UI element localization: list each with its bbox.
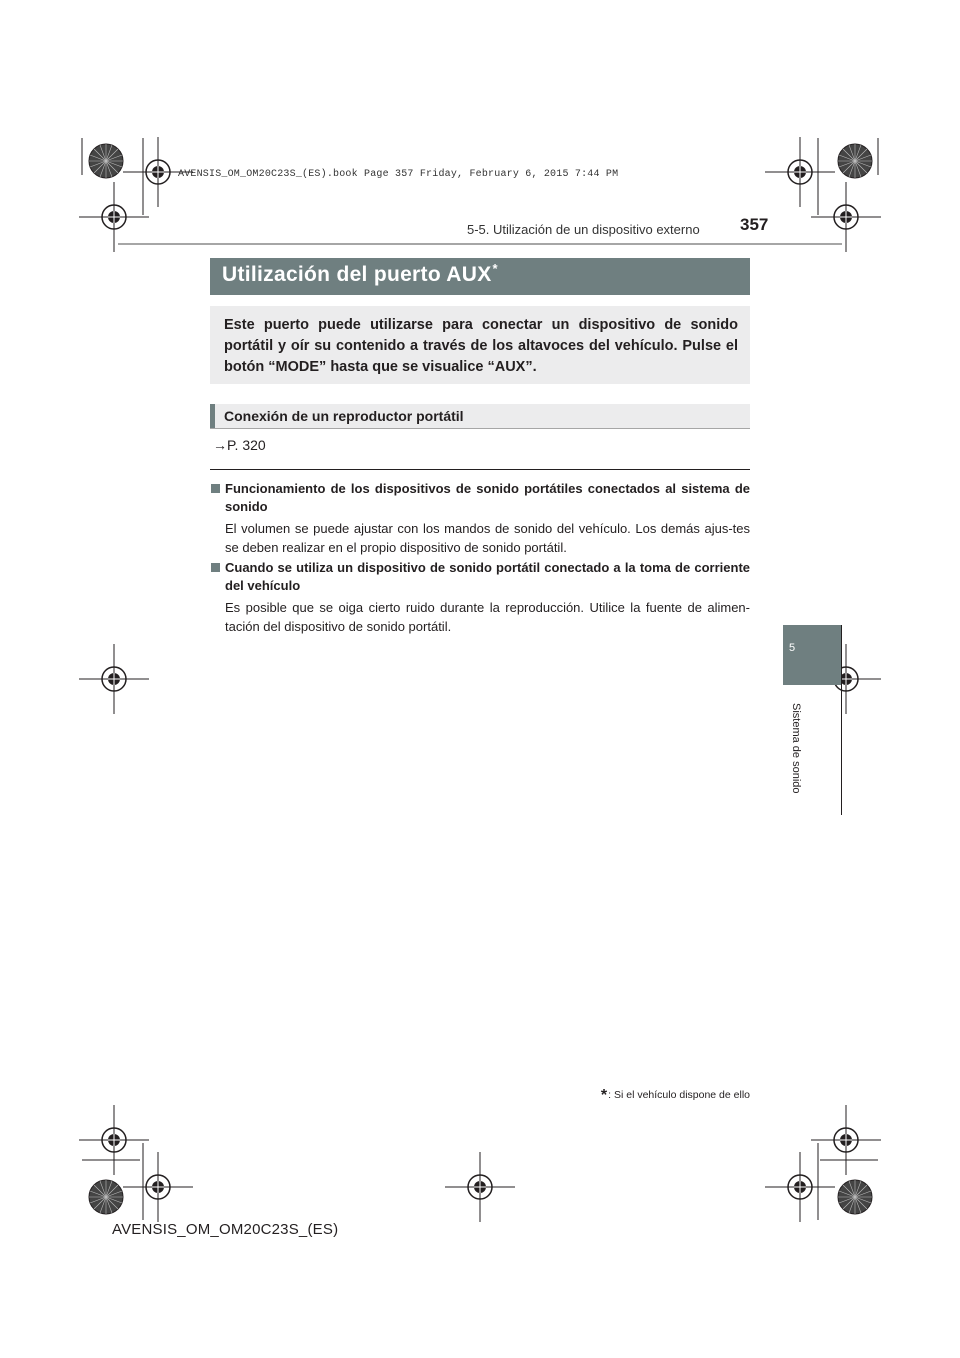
note-heading-text: Funcionamiento de los dispositivos de sonido portátiles conectados al sistema de sonido: [225, 481, 750, 514]
asterisk-icon: *: [492, 261, 498, 276]
page-title-bar: [210, 258, 750, 295]
note-item: [210, 559, 750, 636]
asterisk-icon: *: [600, 1087, 608, 1104]
subsection-title: Conexión de un reproductor portátil: [224, 408, 464, 424]
note-body: Es posible que se oiga cierto ruido durante la reproducción. Utilice la fuente de alimen-tación del dispositivo de sonido portátil.: [225, 600, 750, 634]
page-title-text: Utilización del puerto AUX: [222, 263, 492, 286]
section-header: 5-5. Utilización de un dispositivo externo: [467, 222, 700, 237]
note-heading: [210, 559, 750, 595]
note-body: El volumen se puede ajustar con los mandos de sonido del vehículo. Los demás ajus-tes se deben realizar en el propio dispositivo de sonido portátil.: [225, 521, 750, 555]
page-title: [222, 263, 498, 287]
chapter-label: Sistema de sonido: [790, 703, 802, 794]
chapter-number: 5: [788, 642, 796, 654]
note-item: [210, 480, 750, 557]
subsection-accent: [210, 404, 215, 428]
square-bullet-icon: [211, 563, 220, 572]
notes-divider: [210, 469, 750, 470]
note-heading: [210, 480, 750, 516]
note-heading-text: Cuando se utiliza un dispositivo de sonido portátil conectado a la toma de corriente del vehículo: [225, 560, 750, 593]
chapter-tab-rule: [841, 625, 842, 815]
footnote-text: : Si el vehículo dispone de ello: [608, 1089, 750, 1101]
chapter-tab: [783, 625, 842, 685]
footer-code: AVENSIS_OM_OM20C23S_(ES): [112, 1221, 339, 1238]
subsection-header: [210, 404, 750, 429]
footnote: [580, 1087, 750, 1105]
page-reference-link[interactable]: →P. 320: [213, 437, 266, 453]
square-bullet-icon: [211, 484, 220, 493]
header-rule: [118, 243, 842, 245]
intro-text: Este puerto puede utilizarse para conectar un dispositivo de sonido portátil y oír su contenido a través de los altavoces del vehículo. Pulse el botón “MODE” hasta que se visualice “AUX”.: [224, 317, 738, 375]
intro-box: [210, 306, 750, 384]
page-number: 357: [740, 215, 769, 234]
print-info-line: AVENSIS_OM_OM20C23S_(ES).book Page 357 Friday, February 6, 2015 7:44 PM: [178, 169, 619, 180]
